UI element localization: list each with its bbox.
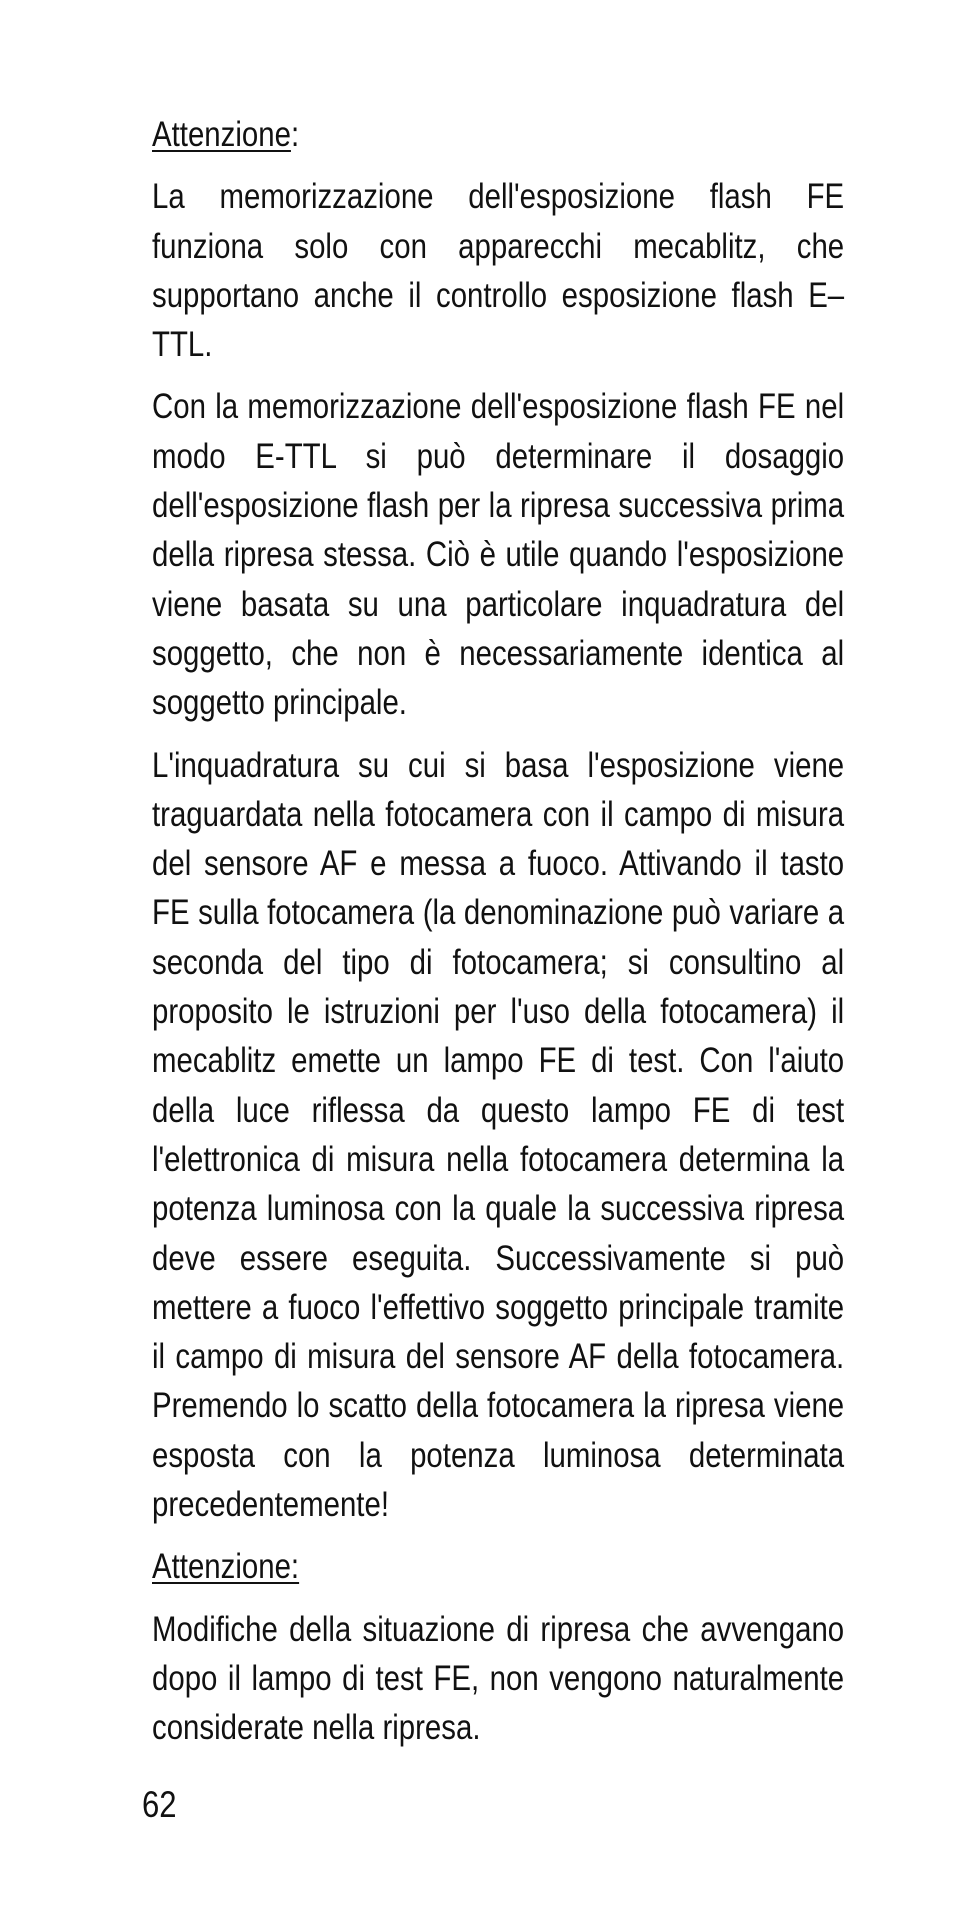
situation-change-note: Modifiche della situazione di ripresa che avvengano dopo il lampo di test FE, non vengono naturalmente considerate nella ripresa.: [152, 1609, 845, 1748]
attention-heading-2-text: Attenzione:: [152, 1547, 300, 1587]
page-number: 62: [142, 1784, 177, 1825]
attention-heading-1: [152, 110, 844, 159]
attention-heading-2: [152, 1542, 844, 1591]
fe-lock-intro-paragraph: Con la memorizzazione dell'esposizione flash FE nel modo E-TTL si può determinare il dosaggio dell'esposizione flash per la ripresa successiva prima della ripresa stessa. Ciò è utile quando l'esposizione viene basata su una particolare inquadratura del soggetto, che non è necessariamente identica al soggetto principale.: [152, 387, 845, 723]
attention-heading-1-text: Attenzione: [152, 115, 291, 154]
fe-support-note: La memorizzazione dell'esposizione flash FE funziona solo con apparecchi mecablitz, che supportano anche il controllo esposizione flash E–TTL.: [152, 177, 845, 365]
page-content: [152, 110, 844, 1753]
manual-page: [152, 110, 844, 1766]
attention-heading-1-colon: :: [290, 115, 300, 154]
fe-lock-procedure-paragraph: L'inquadratura su cui si basa l'esposizione viene traguardata nella fotocamera con il campo di misura del sensore AF e messa a fuoco. Attivando il tasto FE sulla fotocamera (la denominazione può variare a seconda del tipo di fotocamera; si consultino al proposito le istruzioni per l'uso della fotocamera) il mecablitz emette un lampo FE di test. Con l'aiuto della luce riflessa da questo lampo FE di test l'elettronica di misura nella fotocamera determina la potenza luminosa con la quale la successiva ripresa deve essere eseguita. Successivamente si può mettere a fuoco l'effettivo soggetto principale tramite il campo di misura del sensore AF della fotocamera. Premendo lo scatto della fotocamera la ripresa viene esposta con la potenza luminosa determinata precedentemente!: [152, 745, 845, 1525]
